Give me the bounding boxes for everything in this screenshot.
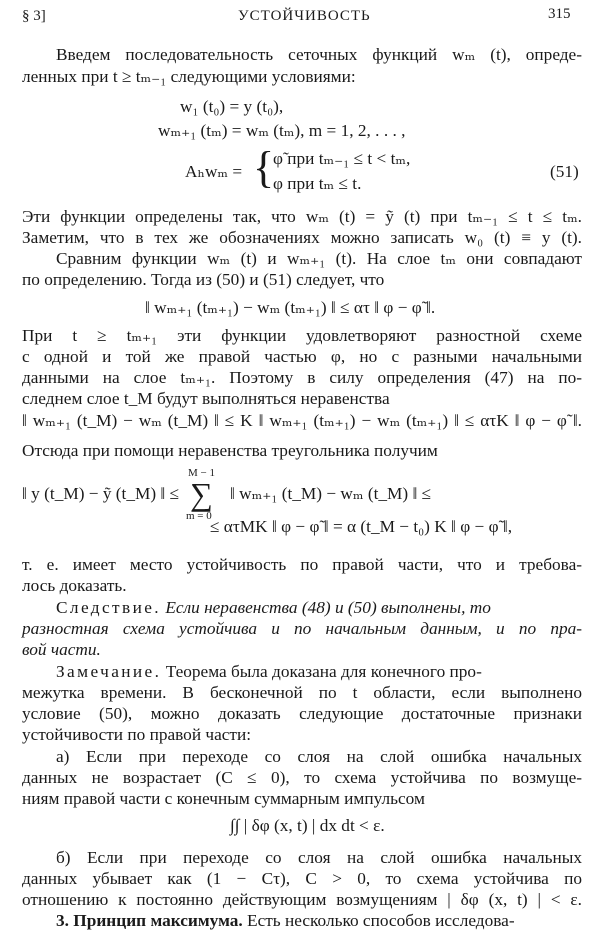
text-line: Заметим, что в тех же обозначениях можно записать w₀ (t) ≡ y (t).	[22, 228, 582, 247]
section-heading-line	[56, 910, 582, 931]
equation-case: φ̃ при tₘ₋₁ ≤ t < tₘ,	[273, 149, 411, 168]
corollary-text: разностная схема устойчива и по начальным данным, и по пра-	[22, 619, 582, 638]
equation-number: (51)	[550, 162, 579, 181]
equation-line: w₁ (t₀) = y (t₀),	[180, 97, 284, 116]
text-line: Отсюда при помощи неравенства треугольника получим	[22, 441, 438, 460]
equation-lhs: Aₕwₘ =	[185, 162, 243, 181]
left-brace-icon: {	[253, 143, 275, 192]
text-line: т. е. имеет место устойчивость по правой части, что и требова-	[22, 555, 582, 574]
text-line: Эти функции определены так, что wₘ (t) = ỹ (t) при tₘ₋₁ ≤ t ≤ tₘ.	[22, 207, 582, 226]
remark-label: Замечание.	[56, 662, 162, 681]
running-title: УСТОЙЧИВОСТЬ	[238, 8, 371, 24]
text-line	[22, 639, 582, 660]
text-line: б) Если при переходе со слоя на слой ошибка начальных	[56, 848, 582, 867]
remark-line	[56, 661, 582, 682]
text-line	[22, 618, 582, 639]
equation-line: ≤ ατMK ‖ φ − φ̃ ‖ = α (t_M − t₀) K ‖ φ − φ̃ ‖,	[210, 517, 513, 536]
text-line: отношению к постоянно действующим возмущениям | δφ (x, t) | < ε.	[22, 890, 582, 909]
section-marker: § 3]	[22, 8, 46, 24]
sum-lower-limit: m = 0	[186, 510, 212, 522]
text-line: следнем слое t_M будут выполняться неравенства	[22, 389, 390, 408]
corollary-text: Если неравенства (48) и (50) выполнены, то	[165, 598, 491, 617]
text-line: данных не возрастает (C ≤ 0), то схема устойчива по возмуще-	[22, 768, 582, 787]
text-line: Введем последовательность сеточных функций wₘ (t), опреде-	[56, 45, 582, 64]
section-heading: 3. Принцип максимума.	[56, 911, 243, 930]
equation-case: φ при tₘ ≤ t.	[273, 174, 362, 193]
text-line: данных убывает как (1 − Cτ), C > 0, то схема устойчива по	[22, 869, 582, 888]
equation-rhs: ‖ wₘ₊₁ (t_M) − wₘ (t_M) ‖ ≤	[230, 484, 432, 503]
page-number: 315	[548, 6, 571, 22]
text-line: по определению. Тогда из (50) и (51) следует, что	[22, 270, 385, 289]
text-line: ниям правой части с конечным суммарным импульсом	[22, 789, 425, 808]
text-line: Сравним функции wₘ (t) и wₘ₊₁ (t). На слое tₘ они совпадают	[56, 249, 582, 268]
text-line: а) Если при переходе со слоя на слой ошибка начальных	[56, 747, 582, 766]
text-line: межутка времени. В бесконечной по t области, если выполнено	[22, 683, 582, 702]
equation-line: ∫∫ | δφ (x, t) | dx dt < ε.	[230, 816, 385, 835]
text-line: с одной и той же правой частью φ, но с разными начальными	[22, 347, 582, 366]
sigma-symbol: ∑	[190, 476, 213, 512]
sum-upper-limit: M − 1	[188, 467, 215, 479]
corollary-text: вой части.	[22, 640, 101, 659]
remark-text: Теорема была доказана для конечного про-	[165, 662, 482, 681]
corollary-line	[56, 597, 582, 618]
equation-line: ‖ wₘ₊₁ (t_M) − wₘ (t_M) ‖ ≤ K ‖ wₘ₊₁ (tₘ₊₁) − wₘ (tₘ₊₁) ‖ ≤ ατK ‖ φ − φ̃ ‖.	[22, 411, 582, 430]
equation-line: wₘ₊₁ (tₘ) = wₘ (tₘ), m = 1, 2, . . . ,	[158, 121, 406, 140]
equation-lhs: ‖ y (t_M) − ỹ (t_M) ‖ ≤	[22, 484, 180, 503]
corollary-label: Следствие.	[56, 598, 162, 617]
text-line: условие (50), можно доказать следующие достаточные признаки	[22, 704, 582, 723]
text-line: лось доказать.	[22, 576, 127, 595]
equation-line: ‖ wₘ₊₁ (tₘ₊₁) − wₘ (tₘ₊₁) ‖ ≤ ατ ‖ φ − φ̃ ‖.	[145, 298, 436, 317]
text-line: устойчивости по правой части:	[22, 725, 252, 744]
section-text: Есть несколько способов исследова-	[247, 911, 515, 930]
text-line: При t ≥ tₘ₊₁ эти функции удовлетворяют разностной схеме	[22, 326, 582, 345]
text-line: ленных при t ≥ tₘ₋₁ следующими условиями:	[22, 67, 356, 86]
text-line: данными на слое tₘ₊₁. Поэтому в силу определения (47) на по-	[22, 368, 582, 387]
